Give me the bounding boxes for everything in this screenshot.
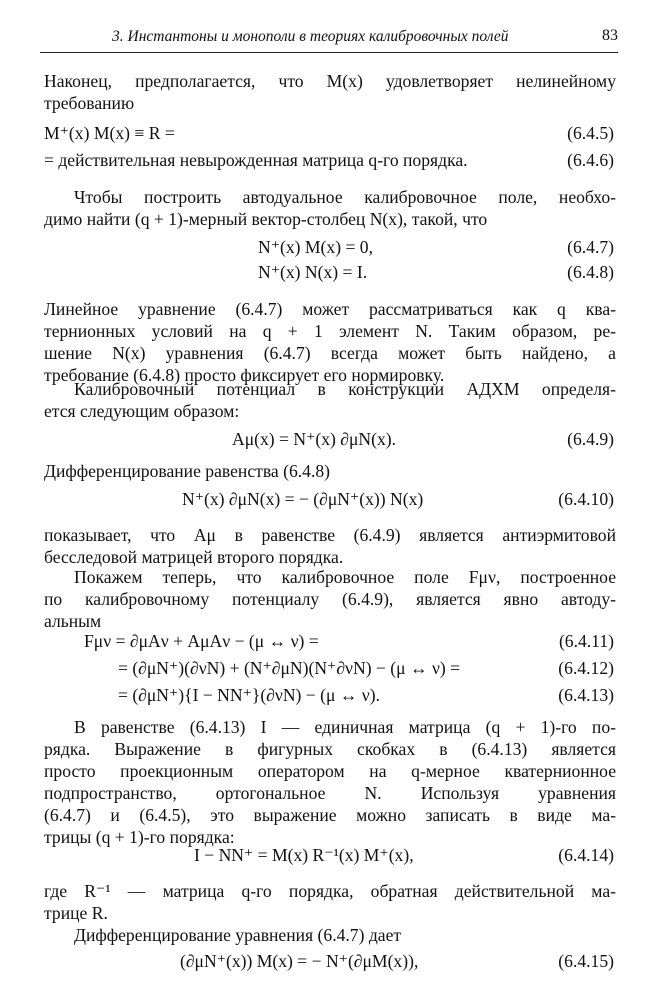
text-line: требование (6.4.8) просто фиксирует его нормировку.: [44, 365, 445, 385]
equation-number: (6.4.5): [567, 123, 614, 143]
text-line: Дифференцирование уравнения (6.4.7) дает: [74, 925, 402, 945]
equation: = (∂μN⁺){I − NN⁺}(∂νN) − (μ ↔ ν).: [118, 685, 381, 705]
equation: = (∂μN⁺)(∂νN) + (N⁺∂μN)(N⁺∂νN) − (μ ↔ ν) =: [118, 658, 461, 678]
text-line: показывает, что Aμ в равенстве (6.4.9) является антиэрмитовой: [44, 525, 616, 545]
equation: M⁺(x) M(x) ≡ R =: [44, 123, 175, 143]
text-line: трице R.: [44, 903, 108, 923]
text-line: Калибровочный потенциал в конструкции АДХМ определя-: [74, 379, 616, 399]
page-number: 83: [602, 27, 618, 44]
text-line: альным: [44, 611, 102, 631]
text-line: просто проекционным оператором на q-мерное кватернионное: [44, 761, 616, 781]
text-line: Чтобы построить автодуальное калибровочное поле, необхо-: [74, 187, 616, 207]
text-line: (6.4.7) и (6.4.5), это выражение можно записать в виде ма-: [44, 805, 616, 825]
running-header: [40, 26, 618, 53]
equation: = действительная невырожденная матрица q-го порядка.: [44, 150, 468, 170]
text-line: димо найти (q + 1)-мерный вектор-столбец N(x), такой, что: [44, 209, 488, 229]
equation: I − NN⁺ = M(x) R⁻¹(x) M⁺(x),: [194, 845, 414, 865]
equation: N⁺(x) M(x) = 0,: [258, 237, 373, 257]
equation-number: (6.4.8): [567, 262, 614, 282]
equation-number: (6.4.13): [558, 685, 614, 705]
text-line: рядка. Выражение в фигурных скобках в (6.4.13) является: [44, 739, 616, 759]
equation: N⁺(x) ∂μN(x) = − (∂μN⁺(x)) N(x): [182, 489, 424, 509]
text-line: бесследовой матрицей второго порядка.: [44, 547, 344, 567]
text-line: ется следующим образом:: [44, 401, 240, 421]
equation: N⁺(x) N(x) = I.: [258, 262, 368, 282]
text-line: где R⁻¹ — матрица q-го порядка, обратная действительной ма-: [44, 881, 616, 901]
text-line: Наконец, предполагается, что M(x) удовлетворяет нелинейному: [44, 71, 616, 91]
text-line: Покажем теперь, что калибровочное поле Fμν, построенное: [74, 567, 616, 587]
equation-number: (6.4.11): [558, 631, 614, 651]
equation-number: (6.4.6): [567, 150, 614, 170]
equation-number: (6.4.9): [567, 429, 614, 449]
text-line: Дифференцирование равенства (6.4.8): [44, 461, 331, 481]
text-line: В равенстве (6.4.13) I — единичная матрица (q + 1)-го по-: [74, 717, 616, 737]
text-line: по калибровочному потенциалу (6.4.9), является явно автоду-: [44, 589, 616, 609]
equation-number: (6.4.14): [558, 845, 614, 865]
text-line: подпространство, ортогональное N. Используя уравнения: [44, 783, 616, 803]
text-line: Линейное уравнение (6.4.7) может рассматриваться как q ква-: [44, 299, 616, 319]
text-line: требованию: [44, 93, 135, 113]
text-line: шение N(x) уравнения (6.4.7) всегда может быть найдено, а: [44, 343, 616, 363]
equation-number: (6.4.12): [558, 658, 614, 678]
equation: Fμν = ∂μAν + AμAν − (μ ↔ ν) =: [84, 631, 319, 651]
equation: Aμ(x) = N⁺(x) ∂μN(x).: [232, 429, 397, 449]
equation-number: (6.4.15): [558, 951, 614, 971]
text-line: трицы (q + 1)-го порядка:: [44, 827, 235, 847]
equation: (∂μN⁺(x)) M(x) = − N⁺(∂μM(x)),: [180, 951, 419, 971]
equation-number: (6.4.10): [558, 489, 614, 509]
chapter-title: 3. Инстантоны и монополи в теориях калибровочных полей: [112, 28, 509, 45]
text-line: тернионных условий на q + 1 элемент N. Таким образом, ре-: [44, 321, 616, 341]
equation-number: (6.4.7): [567, 237, 614, 257]
